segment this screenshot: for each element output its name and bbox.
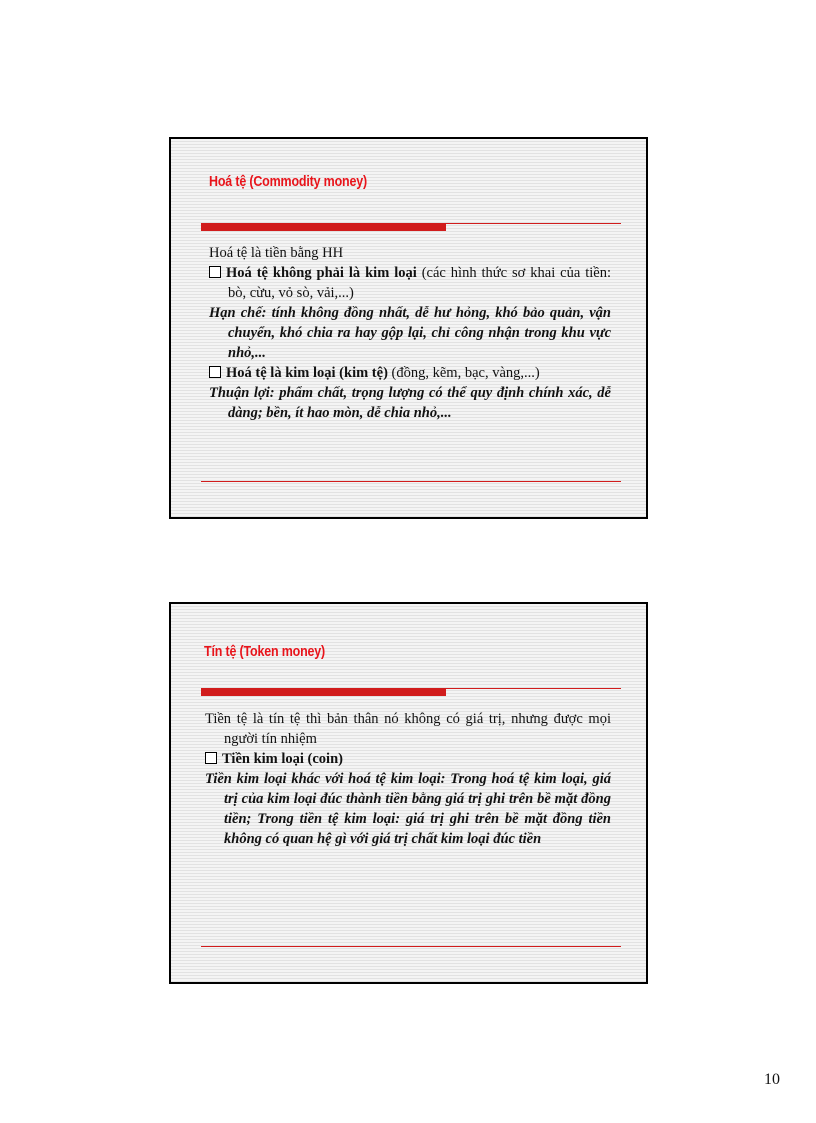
slide-token-money — [169, 602, 648, 984]
intro-text: Hoá tệ là tiền bằng HH — [209, 245, 344, 261]
bullet-item — [209, 363, 611, 383]
bullet-bold-text: Hoá tệ không phải là kim loại — [226, 265, 417, 281]
slide-title: Hoá tệ (Commodity money) — [209, 174, 367, 190]
bottom-rule — [201, 946, 621, 947]
italic-paragraph: Thuận lợi: phẩm chất, trọng lượng có thể quy định chính xác, dễ dàng; bền, ít hao mòn, dễ chia nhỏ,... — [209, 385, 611, 421]
checkbox-bullet-icon — [205, 752, 217, 764]
title-underline-thick — [201, 689, 446, 696]
italic-paragraph: Hạn chế: tính không đồng nhất, dễ hư hỏng, khó bảo quản, vận chuyển, khó chia ra hay gộp lại, chỉ công nhận trong khu vực nhỏ,... — [209, 305, 611, 361]
bullet-item — [209, 263, 611, 303]
title-underline-thick — [201, 224, 446, 231]
bullet-bold-text: Hoá tệ là kim loại (kim tệ) — [226, 365, 388, 381]
slide-title: Tín tệ (Token money) — [204, 644, 326, 660]
italic-paragraph: Tiền kim loại khác với hoá tệ kim loại: Trong hoá tệ kim loại, giá trị của kim loại đúc thành tiền bằng giá trị ghi trên bề mặt đồng tiền; Trong tiền tệ kim loại: giá trị ghi trên bề mặt đồng tiền không có quan hệ gì với giá trị chất kim loại đúc tiền — [205, 771, 611, 847]
checkbox-bullet-icon — [209, 266, 221, 278]
slide-body — [205, 709, 611, 849]
slide-commodity-money — [169, 137, 648, 519]
bottom-rule — [201, 481, 621, 482]
page-number: 10 — [764, 1071, 780, 1088]
intro-text: Tiền tệ là tín tệ thì bản thân nó không có giá trị, nhưng được mọi người tín nhiệm — [205, 711, 611, 747]
checkbox-bullet-icon — [209, 366, 221, 378]
slide-body — [209, 243, 611, 423]
bullet-text: (các hình thức sơ khai của tiền: bò, cừu, vỏ sò, vải,...) — [228, 265, 611, 301]
bullet-item — [205, 749, 611, 769]
bullet-text: (đồng, kẽm, bạc, vàng,...) — [387, 365, 540, 381]
bullet-bold-text: Tiền kim loại (coin) — [222, 751, 343, 767]
